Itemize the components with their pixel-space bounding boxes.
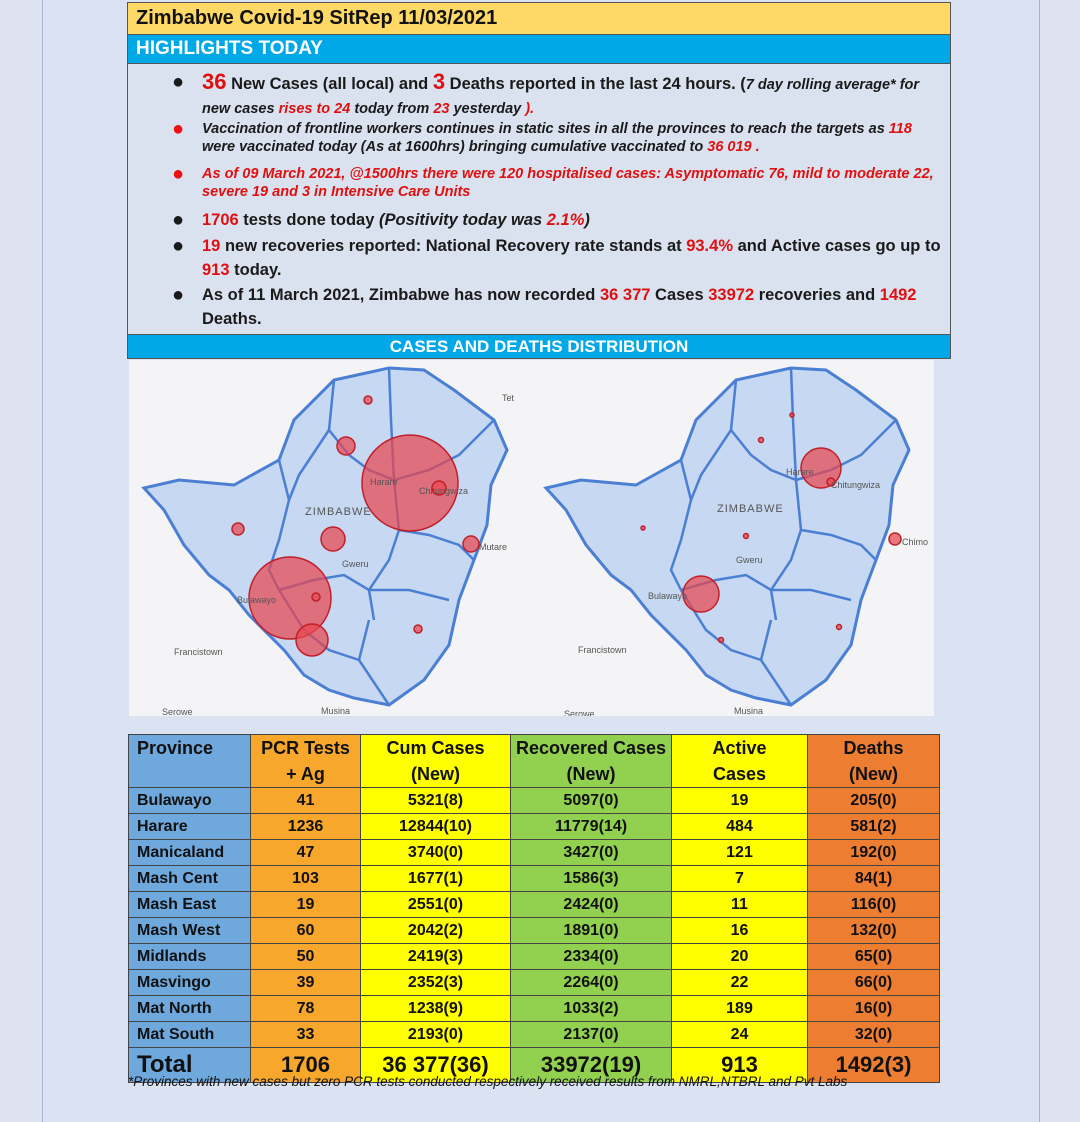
- cell-active: 16: [672, 918, 808, 944]
- text: Vaccination of frontline workers continues in static sites in all the provinces to reach the targets as: [202, 121, 889, 137]
- text: and Active cases go up to: [733, 237, 941, 255]
- bubble-manicaland: [889, 533, 901, 545]
- highlight-cumulative: [172, 283, 942, 331]
- total-pcr: 1706: [251, 1048, 361, 1083]
- highlight-vaccination: [172, 118, 942, 156]
- bullet-icon: ●: [172, 163, 185, 185]
- text: Deaths reported in the last 24 hours. (: [445, 75, 746, 93]
- text: today.: [229, 261, 282, 279]
- cell-deaths: 65(0): [808, 944, 940, 970]
- text: yesterday: [449, 101, 526, 117]
- table-row: [129, 814, 940, 840]
- bubble-mat-south: [719, 638, 724, 643]
- cell-cum: 3740(0): [361, 840, 511, 866]
- new-cases-count: 36: [202, 69, 227, 94]
- cell-deaths: 66(0): [808, 970, 940, 996]
- cell-cum: 12844(10): [361, 814, 511, 840]
- cases-map: [129, 360, 532, 716]
- cell-pcr: 41: [251, 788, 361, 814]
- table-row: [129, 788, 940, 814]
- label-francistown: Francistown: [578, 645, 627, 655]
- highlight-new-cases: [172, 69, 942, 120]
- total-rec: 33972(19): [511, 1048, 672, 1083]
- active-cases-count: 913: [202, 261, 230, 279]
- text: 36 019 .: [707, 139, 760, 155]
- positivity-rate: 2.1%: [546, 211, 585, 229]
- bubble-midlands: [321, 527, 345, 551]
- table-row: [129, 866, 940, 892]
- highlights-heading: HIGHLIGHTS TODAY: [127, 35, 951, 64]
- cell-active: 20: [672, 944, 808, 970]
- cell-rec: 5097(0): [511, 788, 672, 814]
- bubble-bulawayo: [683, 576, 719, 612]
- cell-deaths: 84(1): [808, 866, 940, 892]
- cell-rec: 2137(0): [511, 1022, 672, 1048]
- bubble-midlands: [744, 534, 749, 539]
- cell-active: 484: [672, 814, 808, 840]
- label-tete: Tet: [502, 393, 515, 403]
- bubble-masvingo: [837, 625, 842, 630]
- label-francistown: Francistown: [174, 647, 223, 657]
- cell-province: Midlands: [129, 944, 251, 970]
- cell-active: 22: [672, 970, 808, 996]
- text: recoveries and: [754, 286, 880, 304]
- text: today from: [350, 101, 434, 117]
- text: Cases: [650, 286, 709, 304]
- bubble-mash-west: [337, 437, 355, 455]
- text: 23: [433, 101, 450, 117]
- label-musina: Musina: [734, 706, 764, 716]
- cell-deaths: 132(0): [808, 918, 940, 944]
- bullet-icon: ●: [172, 71, 185, 93]
- cell-rec: 3427(0): [511, 840, 672, 866]
- label-chitungwiza: Chitungwiza: [419, 486, 469, 496]
- cell-cum: 2419(3): [361, 944, 511, 970]
- bubble-gwanda: [312, 593, 320, 601]
- bullet-icon: ●: [172, 118, 185, 140]
- table-header-row: [129, 735, 940, 788]
- cumulative-recoveries: 33972: [708, 286, 755, 304]
- highlights-list: [127, 64, 951, 334]
- label-gweru: Gweru: [736, 555, 763, 565]
- total-deaths: 1492(3): [808, 1048, 940, 1083]
- cell-active: 7: [672, 866, 808, 892]
- cell-cum: 2042(2): [361, 918, 511, 944]
- text: New Cases (all local) and: [226, 75, 433, 93]
- cell-active: 11: [672, 892, 808, 918]
- bubble-mat-north: [641, 526, 645, 530]
- bullet-icon: ●: [172, 235, 185, 257]
- bubble-mat-north: [232, 523, 244, 535]
- label-chitungwiza: Chitungwiza: [831, 480, 881, 490]
- total-active: 913: [672, 1048, 808, 1083]
- cell-deaths: 205(0): [808, 788, 940, 814]
- cumulative-deaths: 1492: [879, 286, 917, 304]
- deaths-map: [531, 360, 934, 716]
- label-serowe: Serowe: [162, 707, 193, 716]
- bubble-masvingo: [414, 625, 422, 633]
- cell-deaths: 116(0): [808, 892, 940, 918]
- distribution-heading: CASES AND DEATHS DISTRIBUTION: [127, 334, 951, 359]
- label-zimbabwe: ZIMBABWE: [305, 506, 372, 518]
- bullet-icon: ●: [172, 209, 185, 231]
- cell-rec: 1891(0): [511, 918, 672, 944]
- table-row: [129, 970, 940, 996]
- cell-pcr: 47: [251, 840, 361, 866]
- cell-rec: 2334(0): [511, 944, 672, 970]
- cell-province: Mash Cent: [129, 866, 251, 892]
- cell-cum: 2352(3): [361, 970, 511, 996]
- text: 7 day rolling average* for new cases: [202, 77, 920, 117]
- cell-cum: 1238(9): [361, 996, 511, 1022]
- cell-province: Manicaland: [129, 840, 251, 866]
- text: ).: [525, 101, 535, 117]
- bubble-mash-cent: [364, 396, 372, 404]
- cell-pcr: 39: [251, 970, 361, 996]
- header-recovered: Recovered Cases (New): [511, 735, 672, 788]
- bubble-mash-cent: [790, 413, 794, 417]
- label-gweru: Gweru: [342, 559, 369, 569]
- text: ): [584, 211, 590, 229]
- bubble-mash-west: [759, 438, 764, 443]
- header-pcr: PCR Tests + Ag: [251, 735, 361, 788]
- cell-cum: 2193(0): [361, 1022, 511, 1048]
- cell-rec: 2264(0): [511, 970, 672, 996]
- text: new recoveries reported: National Recovery rate stands at: [220, 237, 687, 255]
- cell-cum: 1677(1): [361, 866, 511, 892]
- highlight-hospitalised: [172, 163, 942, 201]
- cell-active: 24: [672, 1022, 808, 1048]
- cell-pcr: 1236: [251, 814, 361, 840]
- total-province: Total: [129, 1048, 251, 1083]
- cell-province: Bulawayo: [129, 788, 251, 814]
- cell-pcr: 19: [251, 892, 361, 918]
- cell-pcr: 33: [251, 1022, 361, 1048]
- cell-active: 121: [672, 840, 808, 866]
- deaths-count: 3: [432, 69, 446, 94]
- cell-province: Mash East: [129, 892, 251, 918]
- province-table: [128, 734, 940, 1083]
- cumulative-cases: 36 377: [599, 286, 651, 304]
- cell-deaths: 32(0): [808, 1022, 940, 1048]
- table-row: [129, 840, 940, 866]
- text: Deaths.: [202, 310, 262, 328]
- header-active: Active Cases: [672, 735, 808, 788]
- header-cum-cases: Cum Cases (New): [361, 735, 511, 788]
- cell-pcr: 78: [251, 996, 361, 1022]
- cell-cum: 5321(8): [361, 788, 511, 814]
- cell-active: 19: [672, 788, 808, 814]
- cell-province: Harare: [129, 814, 251, 840]
- highlight-recoveries: [172, 234, 942, 282]
- recoveries-count: 19: [202, 237, 221, 255]
- label-harare: Harare: [370, 477, 398, 487]
- table-body: [129, 788, 940, 1083]
- header-deaths: Deaths (New): [808, 735, 940, 788]
- label-mutare: Chimo: [902, 537, 929, 547]
- table-row: [129, 996, 940, 1022]
- label-musina: Musina: [321, 706, 351, 716]
- cell-deaths: 16(0): [808, 996, 940, 1022]
- text: As of 09 March 2021, @1500hrs there were 120 hospitalised cases: Asymptomatic 76, mild to moderate 22, severe 19 and 3 in Intensive Care Units: [202, 166, 934, 200]
- table-row: [129, 1022, 940, 1048]
- highlight-tests: [172, 208, 942, 232]
- total-cum: 36 377(36): [361, 1048, 511, 1083]
- recovery-rate: 93.4%: [686, 237, 733, 255]
- table-row: [129, 944, 940, 970]
- report-title: Zimbabwe Covid-19 SitRep 11/03/2021: [127, 2, 951, 35]
- label-harare: Harare: [786, 467, 814, 477]
- cell-rec: 11779(14): [511, 814, 672, 840]
- cell-deaths: 192(0): [808, 840, 940, 866]
- label-mutare: Mutare: [479, 542, 508, 552]
- cell-province: Mat North: [129, 996, 251, 1022]
- bubble-manicaland: [463, 536, 479, 552]
- table-row: [129, 918, 940, 944]
- text: rises to 24: [278, 101, 351, 117]
- cell-province: Masvingo: [129, 970, 251, 996]
- text: tests done today: [238, 211, 379, 229]
- label-bulawayo: Bulawayo: [648, 591, 688, 601]
- footnote: *Provinces with new cases but zero PCR tests conducted respectively received results from NMRL,NTBRL and Pvt Labs: [128, 1074, 848, 1089]
- cell-active: 189: [672, 996, 808, 1022]
- cell-pcr: 60: [251, 918, 361, 944]
- cell-deaths: 581(2): [808, 814, 940, 840]
- cell-rec: 1033(2): [511, 996, 672, 1022]
- cell-rec: 1586(3): [511, 866, 672, 892]
- cell-province: Mash West: [129, 918, 251, 944]
- tests-count: 1706: [202, 211, 239, 229]
- table-row: [129, 892, 940, 918]
- text: (Positivity today was: [379, 211, 547, 229]
- text: 118: [888, 121, 912, 137]
- text: As of 11 March 2021, Zimbabwe has now recorded: [202, 286, 600, 304]
- label-serowe: Serowe: [564, 709, 595, 716]
- cell-rec: 2424(0): [511, 892, 672, 918]
- cell-cum: 2551(0): [361, 892, 511, 918]
- header-province: Province: [129, 735, 251, 788]
- cell-province: Mat South: [129, 1022, 251, 1048]
- bullet-icon: ●: [172, 284, 185, 306]
- label-bulawayo: Bulawayo: [237, 595, 277, 605]
- label-zimbabwe: ZIMBABWE: [717, 503, 784, 515]
- cell-pcr: 103: [251, 866, 361, 892]
- text: were vaccinated today (As at 1600hrs) bringing cumulative vaccinated to: [202, 139, 708, 155]
- bubble-mat-south: [296, 624, 328, 656]
- cell-pcr: 50: [251, 944, 361, 970]
